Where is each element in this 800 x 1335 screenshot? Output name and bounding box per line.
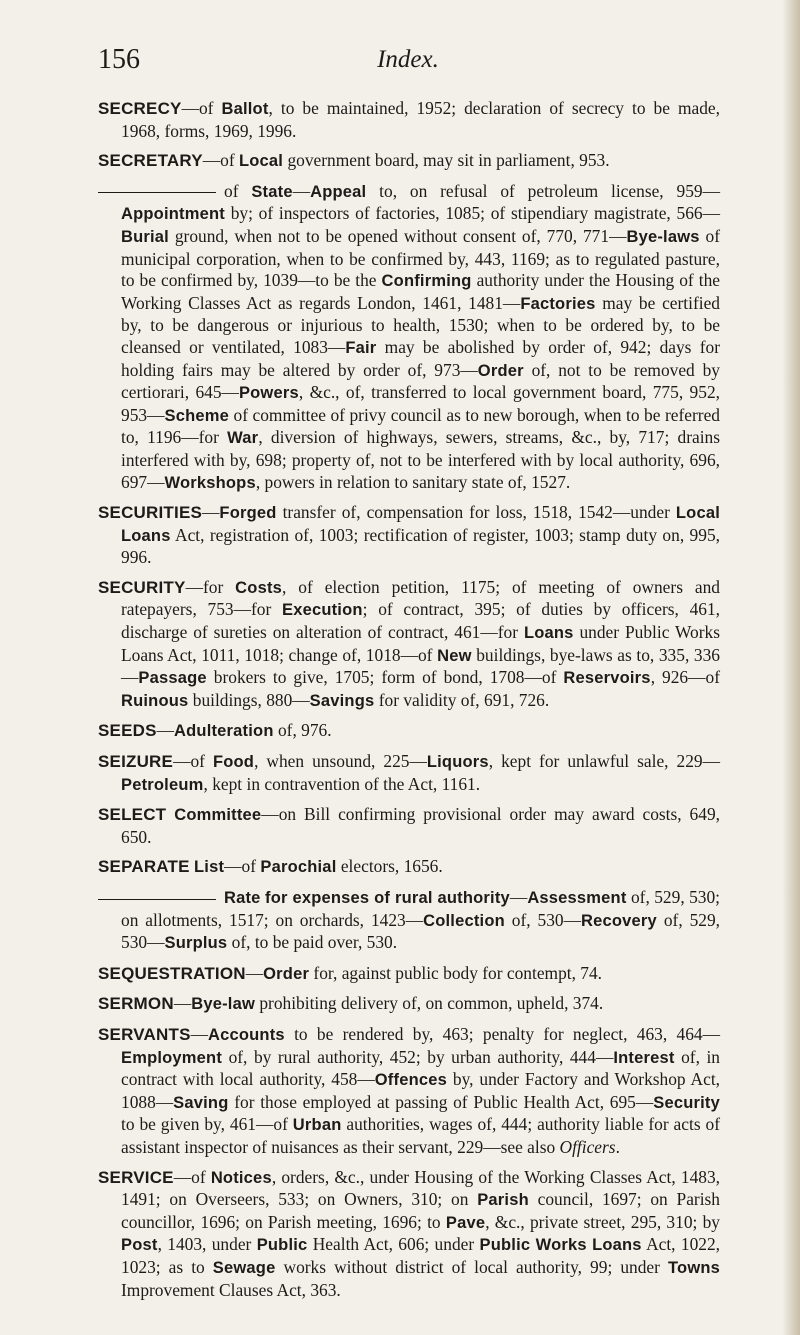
entry-keyword: Food — [212, 753, 255, 772]
entry-keyword: Fair — [345, 338, 377, 357]
entry-text: —for — [185, 576, 236, 597]
entry-keyword: Saving — [173, 1093, 229, 1112]
entry-keyword: Liquors — [426, 753, 489, 772]
entry-text: by, under Factory and Workshop Act, 1088— — [121, 1069, 720, 1112]
entry-keyword: Ballot — [221, 100, 269, 118]
entry-text: — — [292, 180, 311, 201]
entry-text: Act, 1022, 1023; as to — [121, 1234, 721, 1277]
entry-text: for, against public body for contempt, 74. — [309, 962, 603, 983]
entry-keyword: Bye-laws — [626, 227, 700, 246]
index-entry — [98, 963, 720, 986]
entry-text: works without district of local authority, 99; under — [275, 1256, 668, 1277]
entry-keyword: Forged — [219, 504, 277, 523]
entry-keyword: Pave — [445, 1213, 486, 1232]
entry-text: Act, registration of, 1003; rectification of register, 1003; stamp duty on, 995, 996. — [121, 524, 720, 568]
page-edge — [782, 0, 800, 1335]
entry-keyword: Interest — [613, 1048, 675, 1067]
entry-text: for those employed at passing of Public Health Act, 695— — [228, 1091, 654, 1112]
entry-keyword: Petroleum — [121, 775, 204, 794]
entry-text: of, 529, 530; on allotments, 1517; on orchards, 1423— — [121, 887, 721, 930]
index-entry — [98, 856, 720, 879]
entry-keyword: Parish — [477, 1191, 529, 1210]
entry-text: , orders, &c., under Housing of the Working Classes Act, 1483, 1491; on Overseers, 533; on Owners, 310; on — [121, 1166, 721, 1210]
entry-text: — — [190, 1023, 208, 1044]
index-entry — [98, 1024, 720, 1159]
entry-headword: SEIZURE — [98, 752, 174, 772]
entry-text: of, to be paid over, 530. — [227, 932, 398, 953]
entry-text: , of election petition, 1175; of meeting of owners and ratepayers, 753—for — [121, 576, 720, 620]
entry-text: —of — [224, 856, 261, 877]
index-entry — [98, 720, 720, 743]
entry-keyword: Scheme — [164, 406, 229, 425]
entry-text: — — [509, 887, 528, 907]
entry-text: —of — [202, 150, 239, 171]
entry-text: of, by rural authority, 452; by urban authority, 444— — [222, 1046, 614, 1067]
entry-keyword: Adulteration — [174, 722, 274, 741]
entry-keyword: Local — [239, 152, 284, 171]
entry-text: buildings, bye-laws as to, 335, 336— — [121, 644, 720, 688]
entry-keyword: Appointment — [121, 205, 225, 224]
entry-text: — — [245, 962, 264, 983]
ditto-rule — [98, 899, 216, 900]
entry-keyword: Parochial — [260, 858, 337, 877]
entry-text: under Public Works Loans Act, 1011, 1018; change of, 1018—of — [121, 622, 720, 665]
entry-headword: SEPARATE — [98, 857, 190, 877]
entry-headword: SEEDS — [98, 721, 157, 741]
entry-text: of, 529, 530— — [121, 909, 720, 953]
entry-headword: SERVANTS — [98, 1024, 191, 1044]
entry-keyword: Offences — [374, 1071, 447, 1090]
entry-keyword: Public — [479, 1236, 531, 1255]
entry-text: authority under the Housing of the Working Classes Act as regards London, 1461, 1481— — [121, 270, 720, 313]
index-entries — [98, 98, 720, 1309]
entry-text: of, 976. — [273, 720, 332, 741]
index-entry — [98, 804, 720, 848]
index-entry — [98, 751, 720, 796]
entry-headword: SECRETARY — [98, 151, 203, 171]
entry-headword: SEQUESTRATION — [98, 963, 246, 983]
index-entry — [98, 502, 720, 569]
entry-text: Health Act, 606; under — [307, 1234, 480, 1255]
entry-keyword: Towns — [667, 1258, 721, 1277]
entry-headword: SERVICE — [98, 1167, 174, 1187]
entry-text: — — [156, 720, 175, 741]
entry-text: , powers in relation to sanitary state of, 1527. — [255, 471, 571, 492]
page-number: 156 — [98, 44, 140, 75]
entry-text: , kept for unlawful sale, 229— — [488, 751, 720, 772]
index-entry — [98, 98, 720, 142]
entry-keyword: Bye-law — [191, 995, 255, 1014]
entry-text: to be given by, 461—of — [121, 1114, 293, 1135]
entry-keyword: Notices — [210, 1168, 272, 1187]
entry-keyword: Assessment — [527, 889, 627, 907]
entry-text: —of — [173, 751, 213, 772]
page-header — [98, 44, 718, 84]
entry-text: of, in contract with local authority, 458— — [121, 1046, 720, 1090]
entry-keyword: Order — [263, 964, 310, 983]
entry-keyword: Loans — [592, 1236, 642, 1255]
entry-text: council, 1697; on Parish councillor, 1696; on Parish meeting, 1696; to — [121, 1189, 721, 1232]
entry-keyword: Loans — [523, 624, 574, 643]
entry-text: may be abolished by order of, 942; days for holding fairs may be altered by order of, 973— — [121, 336, 721, 380]
entry-keyword: Appeal — [310, 182, 367, 201]
entry-keyword: Confirming — [381, 272, 472, 291]
entry-keyword: Loans — [121, 526, 171, 545]
entry-headword: SERMON — [98, 994, 174, 1014]
entry-text: , diversion of highways, sewers, streams, &c., by, 717; drains interfered with by, 698; property of, not to be interfered with by local authority, 696, 697— — [121, 427, 721, 492]
entry-keyword: Urban — [292, 1116, 342, 1135]
entry-text: , kept in contravention of the Act, 1161. — [203, 773, 481, 794]
entry-text: by; of inspectors of factories, 1085; of stipendiary magistrate, 566— — [224, 203, 720, 224]
entry-keyword: New — [437, 646, 472, 665]
entry-text: , 1403, under — [157, 1234, 257, 1255]
entry-keyword: Collection — [423, 911, 505, 930]
entry-keyword: Reservoirs — [563, 669, 651, 688]
entry-text: buildings, 880— — [188, 689, 310, 710]
entry-text: of — [224, 180, 252, 201]
entry-headword: SELECT — [98, 805, 167, 825]
entry-keyword: Order — [477, 361, 524, 380]
entry-keyword: Workshops — [164, 473, 256, 492]
entry-text: electors, 1656. — [336, 856, 443, 877]
index-subentry — [98, 181, 720, 494]
entry-text: of municipal corporation, when to be confirmed by, 443, 1169; as to regulated pasture, to be confirmed by, 1039—to be the — [121, 225, 720, 291]
entry-keyword: Works — [535, 1236, 587, 1255]
entry-text: —of — [181, 98, 222, 118]
entry-text: ground, when not to be opened without consent of, 770, 771— — [168, 225, 627, 246]
entry-text: — — [202, 502, 220, 523]
entry-keyword: War — [227, 429, 259, 448]
entry-text: —on Bill confirming provisional order may award costs, 649, 650. — [121, 804, 720, 847]
entry-headword: SECURITIES — [98, 503, 203, 523]
ditto-rule — [98, 192, 216, 193]
entry-text: , 926—of — [650, 667, 720, 688]
entry-headword: SECRECY — [98, 99, 182, 118]
entry-keyword: Factories — [520, 294, 596, 313]
entry-keyword: List — [194, 858, 225, 877]
index-entry — [98, 993, 720, 1016]
entry-keyword: Security — [653, 1093, 720, 1112]
entry-keyword: Recovery — [581, 911, 657, 930]
entry-text: of, 530— — [504, 909, 582, 930]
entry-keyword: Passage — [138, 669, 207, 688]
entry-keyword: Ruinous — [121, 691, 189, 710]
entry-text: , to be maintained, 1952; declaration of secrecy to be made, 1968, forms, 1969, 1996. — [121, 98, 720, 141]
entry-text: brokers to give, 1705; form of bond, 1708—of — [206, 667, 564, 688]
entry-keyword: State — [251, 182, 293, 201]
entry-text: for validity of, 691, 726. — [374, 689, 550, 710]
entry-text: , &c., private street, 295, 310; by — [485, 1211, 720, 1232]
entry-text: to, on refusal of petroleum license, 959— — [366, 180, 720, 201]
entry-keyword: Local — [675, 504, 720, 523]
entry-text: of, not to be removed by certiorari, 645— — [121, 359, 720, 403]
index-entry — [98, 577, 720, 713]
entry-keyword: for expenses of rural authority — [265, 889, 510, 907]
entry-text: ; of contract, 395; of duties by officers, 461, discharge of sureties on alteration of contract, 461—for — [121, 599, 721, 643]
entry-keyword: Powers — [238, 384, 299, 403]
entry-text: —of — [173, 1166, 211, 1187]
entry-headword: SECURITY — [98, 577, 186, 597]
running-head: Index. — [377, 46, 439, 73]
entry-keyword: Execution — [282, 601, 363, 620]
entry-text: may be certified by, to be dangerous or injurious to health, 1530; when to be ordered by, to be cleansed or ventilated, 1083— — [121, 292, 720, 357]
index-entry — [98, 150, 720, 173]
entry-keyword: Costs — [235, 578, 283, 597]
entry-keyword: Burial — [121, 227, 169, 246]
entry-text: of committee of privy council as to new borough, when to be referred to, 1196—for — [121, 404, 720, 448]
entry-keyword: Public — [256, 1236, 308, 1255]
entry-keyword: Surplus — [164, 934, 228, 953]
entry-keyword: Employment — [121, 1048, 223, 1067]
entry-keyword: Rate — [224, 889, 261, 907]
index-entry — [98, 1167, 720, 1302]
entry-text: to be rendered by, 463; penalty for neglect, 463, 464— — [284, 1023, 720, 1044]
entry-keyword: Post — [121, 1236, 158, 1255]
entry-text: government board, may sit in parliament, 953. — [283, 150, 610, 171]
entry-keyword: Sewage — [212, 1258, 276, 1277]
entry-text: — — [173, 993, 192, 1014]
entry-text: prohibiting delivery of, on common, upheld, 374. — [254, 993, 604, 1014]
entry-text: authorities, wages of, 444; authority liable for acts of assistant inspector of nuisances as their servant, 229—see also — [121, 1114, 720, 1157]
entry-text: transfer of, compensation for loss, 1518, 1542—under — [276, 502, 676, 523]
entry-keyword: Committee — [174, 806, 262, 825]
entry-text: , &c., of, transferred to local government board, 775, 952, 953— — [121, 382, 720, 425]
entry-keyword: Savings — [309, 691, 375, 710]
entry-text: . — [615, 1136, 620, 1157]
index-subentry — [98, 887, 720, 955]
entry-italic: Officers — [559, 1136, 616, 1157]
entry-text: Improvement Clauses Act, 363. — [121, 1279, 341, 1300]
entry-text: , when unsound, 225— — [254, 751, 427, 772]
entry-keyword: Accounts — [208, 1025, 285, 1044]
